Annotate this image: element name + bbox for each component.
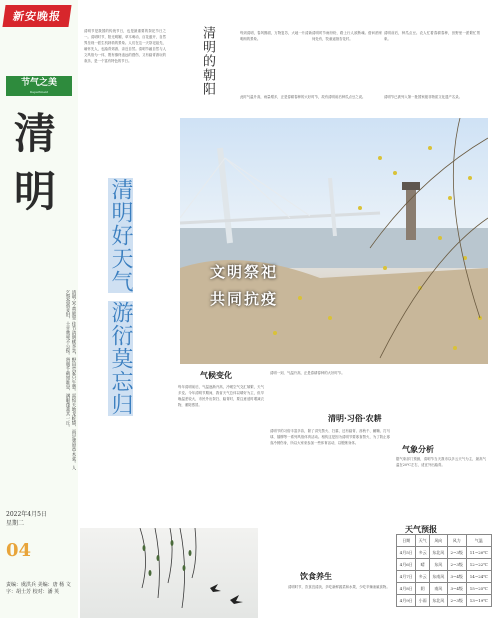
photo-caption-line-2: 共同抗疫 <box>210 290 279 308</box>
page-number: 04 <box>6 540 32 561</box>
issue-date <box>6 510 47 528</box>
header-wind-force: 风力 <box>447 535 466 547</box>
article-column-f: 清明节已被列入第一批国家级非物质文化遗产名录。 <box>384 95 462 99</box>
cell: 阴 <box>416 583 429 595</box>
table-row <box>397 583 492 595</box>
cell: 东风 <box>429 559 447 571</box>
cell: 4月8日 <box>397 583 416 595</box>
article-climate: 每年清明前后，气温逐渐升高，冷暖空气交汇频繁，天气多变。今年清明节期间，我省天气总体以晴好为主，但早晚温差较大，市民外出祭扫、踏青时，要注意适时增减衣物，谨防感冒。 <box>178 385 264 407</box>
article-diet: 清明时节，饮食宜清淡，多吃新鲜蔬菜和水果，少吃辛辣油腻食物。 <box>288 585 390 589</box>
subhead-climate: 气候变化 <box>200 370 232 380</box>
cell: 2~3级 <box>447 595 466 607</box>
subhead-weather-analysis: 气象分析 <box>402 444 434 454</box>
cell: 4月6日 <box>397 559 416 571</box>
section-tag: 节气之美 <box>6 76 72 96</box>
title-char-1: 清 <box>14 109 57 158</box>
cell: 4月5日 <box>397 547 416 559</box>
cell: 东北风 <box>429 595 447 607</box>
article-customs: 清明节的习俗丰富多彩，除了讲究禁火、扫墓，还有踏青、荡秋千、蹴鞠、打马球、插柳等一系列风俗体育活动。相传这是因为清明节要寒食禁火，为了防止寒食冷餐伤身，所以大家来参加一些体育活动，以锻炼身体。 <box>270 429 390 445</box>
ink-painting-swallows <box>80 528 258 618</box>
section-sub: Department <box>29 90 49 94</box>
cell: 晴 <box>416 559 429 571</box>
cell: 多云 <box>416 571 429 583</box>
photo-illustration <box>180 118 488 364</box>
main-headline <box>96 178 136 446</box>
table-row <box>397 547 492 559</box>
cell: 3~4级 <box>447 571 466 583</box>
cell: 南风 <box>429 583 447 595</box>
cell: 多云 <box>416 547 429 559</box>
article-column-b: 每到清明，春风拂面，万物复苏，大地一片清新明朗的景象。 <box>240 31 312 41</box>
article-weather-analysis: 据气象部门预测，清明节当天我市以多云天气为主，最高气温在20℃左右，适宜外出踏青。 <box>396 457 486 467</box>
table-header-row <box>397 535 492 547</box>
header-wind-direction: 风向 <box>429 535 447 547</box>
article-column-e: 此时气温升高，雨量增多，正是春耕春种的大好时节，故有清明前后种瓜点豆之说。 <box>240 95 366 99</box>
article-column-a: 清明节是我国的传统节日，也是最重要的祭祀节日之一。清明时节，阳光明媚，草木萌动，百花盛开，自然界呈现一派生机勃勃的景象。人们在这一天祭祀祖先、缅怀先人，也踏青郊游、亲近自然。清明节融自然与人文风俗为一体，既有慎终追远的感伤，又有踏青游玩的欢乐，是一个富有特色的节日。 <box>84 29 166 63</box>
cell: 2~3级 <box>447 559 466 571</box>
cell: 11~20℃ <box>466 547 491 559</box>
photo-bridge-blossoms <box>180 118 488 364</box>
subhead-forecast: 天气预报 <box>405 524 437 534</box>
poem-text: 清明·宋·黄庭坚 佳节清明桃李笑，野田荒冢只生愁。雷惊天地龙蛇蛰，雨足郊原草木柔。人乞祭余骄妾妇，士甘焚死不公侯。贤愚千载知谁是，满眼蓬蒿共一丘。 <box>65 290 76 470</box>
weekday-text: 星期二 <box>6 520 25 527</box>
ink-illustration <box>80 528 258 618</box>
cell: 2~3级 <box>447 547 466 559</box>
cell: 12~22℃ <box>466 559 491 571</box>
table-row <box>397 559 492 571</box>
title-char-2: 明 <box>14 167 57 216</box>
subhead-diet: 饮食养生 <box>300 571 332 581</box>
weather-forecast-table <box>396 534 492 607</box>
header-weather: 天气 <box>416 535 429 547</box>
cell: 15~25℃ <box>466 583 491 595</box>
article-column-d: 清明前后，种瓜点豆。农人忙着春耕春种，田野里一派繁忙景象。 <box>384 31 480 41</box>
masthead-logo: 新安晚报 <box>2 5 71 27</box>
cell: 东南风 <box>429 571 447 583</box>
header-temperature: 气温 <box>466 535 491 547</box>
cell: 14~24℃ <box>466 571 491 583</box>
subhead-customs: 清明·习俗·农耕 <box>328 413 382 423</box>
article-column-c: 清明时节雨纷纷，路上行人欲断魂。借问酒家何处有，牧童遥指杏花村。 <box>312 31 382 41</box>
cell: 3~4级 <box>447 583 466 595</box>
header-title: 清明的朝阳 <box>200 26 215 96</box>
article-intro: 清明一到，气温升高，正是春耕春种的大好时节。 <box>270 371 345 375</box>
cell: 13~19℃ <box>466 595 491 607</box>
credits-text: 责编：虞洪兵 美编：唐 杨 文字：胡士芳 校对：潘 英 <box>6 582 71 595</box>
table-row <box>397 571 492 583</box>
headline-line-2: 游衍莫忘归 <box>108 301 133 416</box>
header-date: 日期 <box>397 535 416 547</box>
date-text: 2022年4月5日 <box>6 511 47 518</box>
cell: 东北风 <box>429 547 447 559</box>
table-row <box>397 595 492 607</box>
cell: 4月7日 <box>397 571 416 583</box>
headline-line-1: 清明好天气 <box>108 178 133 293</box>
cell: 小雨 <box>416 595 429 607</box>
cell: 4月9日 <box>397 595 416 607</box>
photo-caption-line-1: 文明祭祀 <box>210 263 279 281</box>
